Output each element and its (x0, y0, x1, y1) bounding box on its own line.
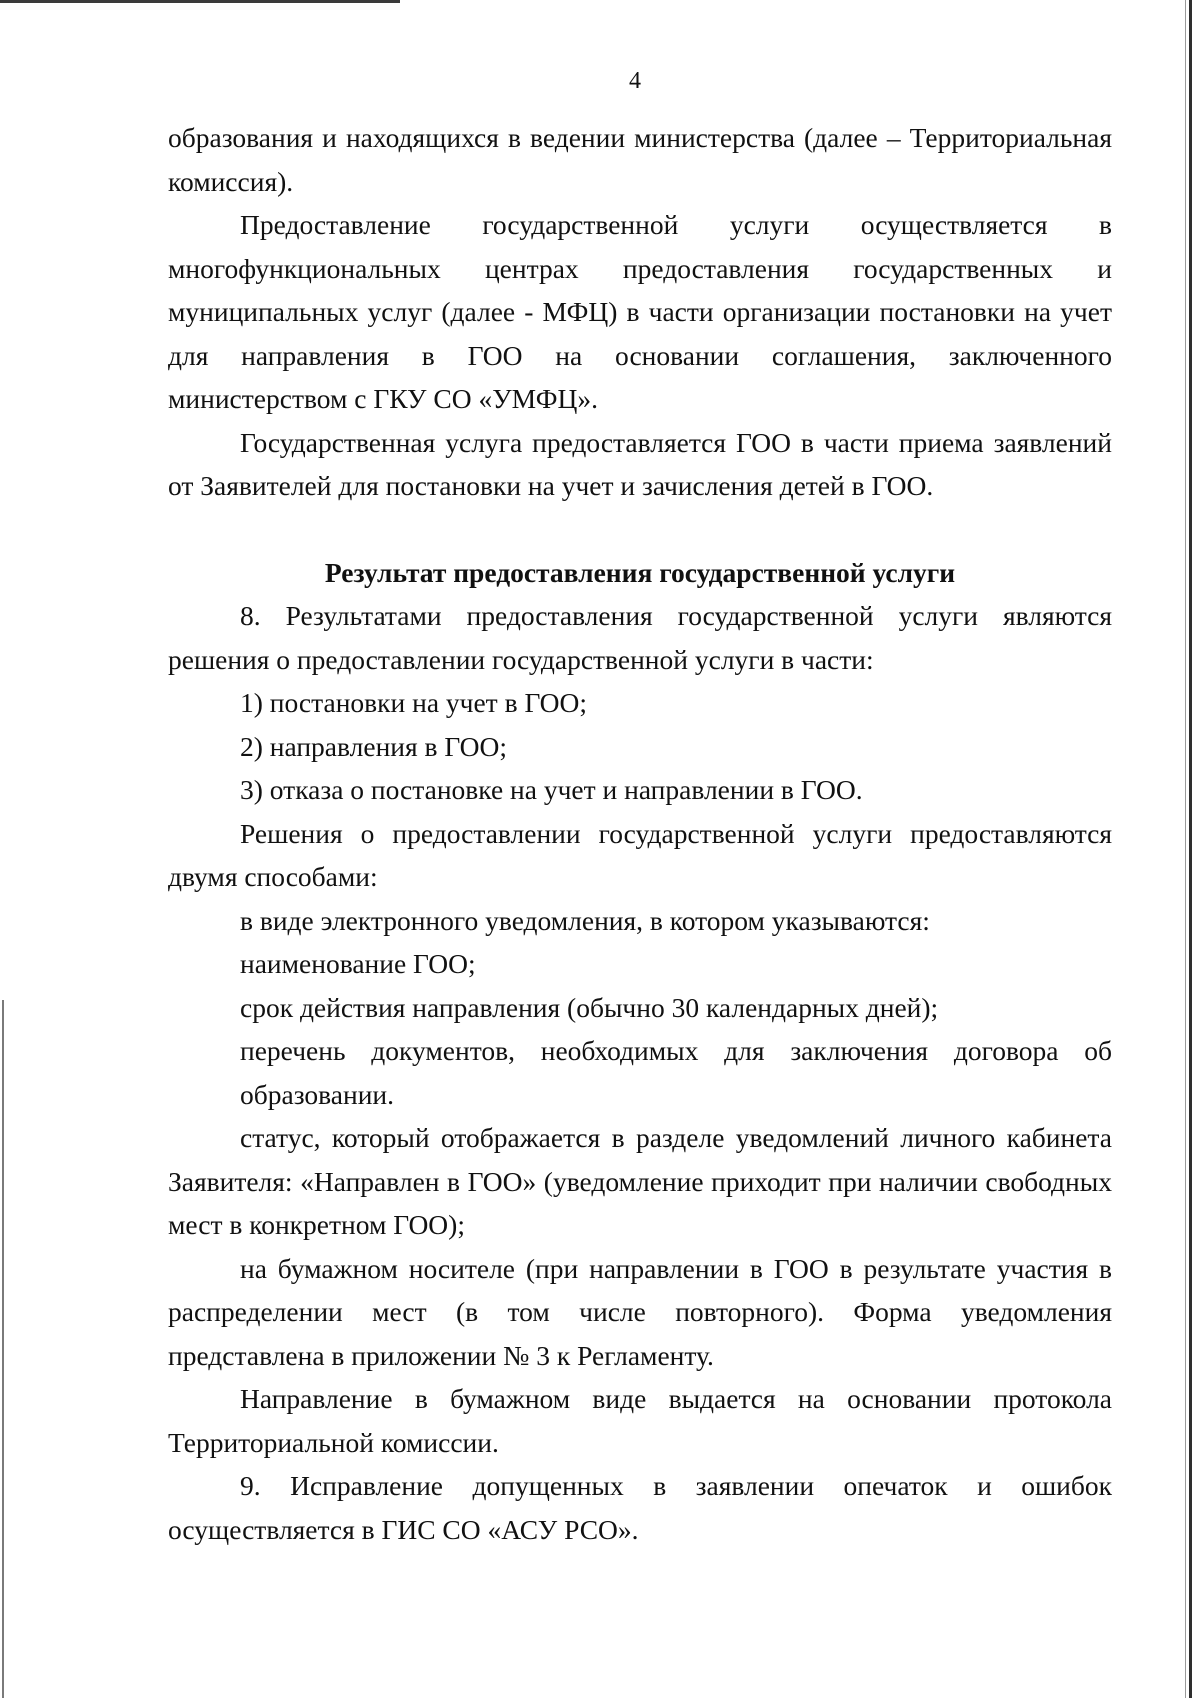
paragraph: Государственная услуга предоставляется ГОО в части приема заявлений от Заявителей для постановки на учет и зачисления детей в ГОО. (168, 426, 1112, 501)
list-item: в виде электронного уведомления, в котором указываются: (240, 904, 930, 936)
list-item: перечень документов, необходимых для заключения договора об образовании. (240, 1035, 1112, 1110)
scan-edge (1189, 0, 1192, 1698)
paragraph: статус, который отображается в разделе уведомлений личного кабинета Заявителя: «Направлен в ГОО» (уведомление приходит при наличии свободных мест в конкретном ГОО); (168, 1122, 1112, 1240)
scan-edge (2, 1000, 4, 1698)
scan-edge (1185, 0, 1186, 1698)
list-item: наименование ГОО; (240, 948, 476, 979)
list-item: 1) постановки на учет в ГОО; (240, 687, 588, 718)
paragraph: 9. Исправление допущенных в заявлении опечаток и ошибок осуществляется в ГИС СО «АСУ РСО». (168, 1470, 1112, 1545)
list-item: 2) направления в ГОО; (240, 730, 507, 762)
paragraph: 8. Результатами предоставления государственной услуги являются решения о предоставлении государственной услуги в части: (168, 600, 1112, 675)
section-heading: Результат предоставления государственной услуги (324, 556, 956, 588)
page-number: 4 (629, 68, 641, 94)
paragraph: образования и находящихся в ведении министерства (далее – Территориальная комиссия). (168, 122, 1112, 197)
scan-edge (0, 0, 400, 3)
paragraph: Направление в бумажном виде выдается на основании протокола Территориальной комиссии. (168, 1383, 1112, 1458)
list-item: срок действия направления (обычно 30 календарных дней); (240, 991, 939, 1023)
list-item: 3) отказа о постановке на учет и направлении в ГОО. (240, 774, 863, 805)
paragraph: Предоставление государственной услуги осуществляется в многофункциональных центрах предоставления государственных и муниципальных услуг (далее - МФЦ) в части организации постановки на учет для направления в ГОО на основании соглашения, заключенного министерством с ГКУ СО «УМФЦ». (168, 209, 1112, 414)
document-body (168, 116, 1112, 1551)
paragraph: Решения о предоставлении государственной услуги предоставляются двумя способами: (168, 817, 1112, 892)
paragraph: на бумажном носителе (при направлении в ГОО в результате участия в распределении мест (в том числе повторного). Форма уведомления представлена в приложении № 3 к Регламенту. (168, 1252, 1112, 1371)
